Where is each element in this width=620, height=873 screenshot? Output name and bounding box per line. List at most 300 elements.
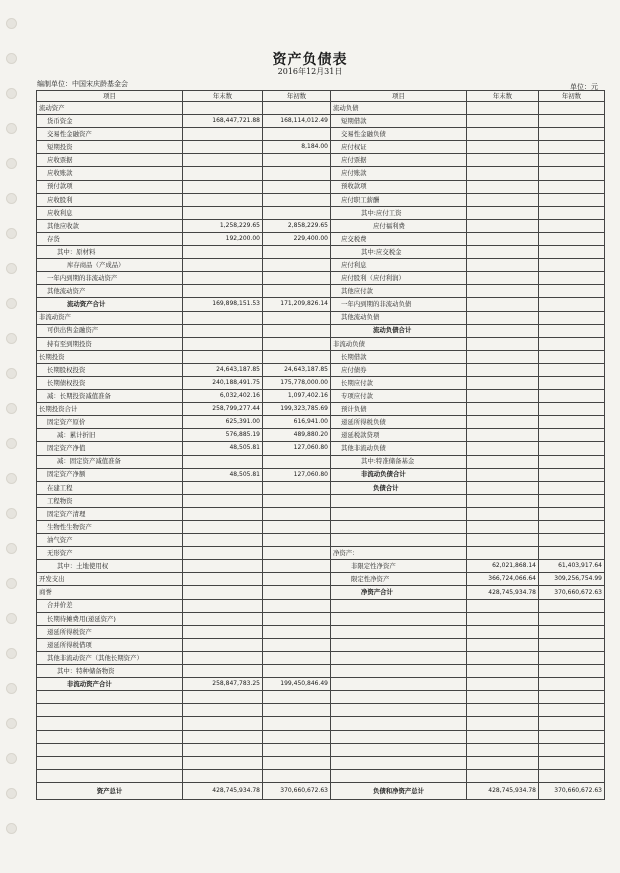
binder-hole <box>6 333 17 344</box>
table-row <box>37 180 605 193</box>
asset-item: 其他流动资产 <box>37 285 183 298</box>
table-row <box>37 363 605 376</box>
asset-item <box>37 704 183 717</box>
asset-year-end <box>183 180 263 193</box>
asset-year-begin <box>263 180 331 193</box>
liability-year-end <box>467 769 539 782</box>
asset-item: 减：累计折旧 <box>37 429 183 442</box>
asset-year-begin <box>263 507 331 520</box>
asset-item: 长期股权投资 <box>37 363 183 376</box>
binder-hole <box>6 718 17 729</box>
binder-hole <box>6 88 17 99</box>
asset-year-end <box>183 272 263 285</box>
asset-year-begin: 489,880.20 <box>263 429 331 442</box>
table-row <box>37 403 605 416</box>
asset-year-end <box>183 494 263 507</box>
asset-year-begin <box>263 259 331 272</box>
liability-year-begin <box>539 350 605 363</box>
liability-year-begin <box>539 704 605 717</box>
liability-year-begin <box>539 285 605 298</box>
table-row <box>37 651 605 664</box>
binder-hole <box>6 263 17 274</box>
table-row <box>37 573 605 586</box>
asset-year-begin: 171,209,826.14 <box>263 298 331 311</box>
asset-item: 存货 <box>37 232 183 245</box>
liability-item: 短期借款 <box>331 115 467 128</box>
asset-year-begin <box>263 246 331 259</box>
liability-item <box>331 691 467 704</box>
binder-hole <box>6 158 17 169</box>
liability-item: 非流动负债合计 <box>331 468 467 481</box>
asset-item: 可供出售金融资产 <box>37 324 183 337</box>
table-row <box>37 154 605 167</box>
asset-year-end: 6,032,402.16 <box>183 390 263 403</box>
liability-item: 递延所得税负债 <box>331 416 467 429</box>
liability-item: 限定性净资产 <box>331 573 467 586</box>
liability-item: 预计负债 <box>331 403 467 416</box>
asset-year-end <box>183 612 263 625</box>
liability-year-end <box>467 363 539 376</box>
liability-year-end <box>467 743 539 756</box>
asset-year-end <box>183 324 263 337</box>
liability-item: 净资产合计 <box>331 586 467 599</box>
asset-year-end <box>183 350 263 363</box>
asset-year-end: 48,505.81 <box>183 442 263 455</box>
liability-year-begin <box>539 141 605 154</box>
liability-item: 应付票据 <box>331 154 467 167</box>
liability-year-begin <box>539 337 605 350</box>
asset-year-begin <box>263 324 331 337</box>
asset-year-end <box>183 102 263 115</box>
asset-year-begin <box>263 206 331 219</box>
table-row <box>37 638 605 651</box>
liability-year-end <box>467 507 539 520</box>
asset-year-end <box>183 769 263 782</box>
asset-year-end: 168,447,721.88 <box>183 115 263 128</box>
binder-hole <box>6 788 17 799</box>
liability-year-end <box>467 704 539 717</box>
table-row <box>37 534 605 547</box>
liability-year-begin <box>539 102 605 115</box>
table-row <box>37 337 605 350</box>
table-row <box>37 390 605 403</box>
report-date: 2016年12月31日 <box>277 67 343 76</box>
asset-year-begin <box>263 455 331 468</box>
asset-item: 长期投资 <box>37 350 183 363</box>
liability-year-end <box>467 455 539 468</box>
asset-year-begin: 175,778,000.00 <box>263 376 331 389</box>
liability-year-end: 62,021,868.14 <box>467 560 539 573</box>
asset-year-begin <box>263 350 331 363</box>
asset-year-end <box>183 507 263 520</box>
asset-year-begin <box>263 547 331 560</box>
binder-hole <box>6 613 17 624</box>
liability-year-begin <box>539 651 605 664</box>
asset-year-end <box>183 730 263 743</box>
liability-year-end: 428,745,934.78 <box>467 586 539 599</box>
table-row <box>37 756 605 769</box>
liability-item: 非限定性净资产 <box>331 560 467 573</box>
liability-year-begin <box>539 743 605 756</box>
liability-item <box>331 769 467 782</box>
liability-year-begin <box>539 625 605 638</box>
binder-hole <box>6 438 17 449</box>
table-row <box>37 285 605 298</box>
liability-item: 应付利息 <box>331 259 467 272</box>
asset-year-begin <box>263 756 331 769</box>
col-header-item: 项目 <box>37 91 183 102</box>
col-header-item: 项目 <box>331 91 467 102</box>
asset-item: 其他应收款 <box>37 219 183 232</box>
asset-year-begin <box>263 285 331 298</box>
table-row <box>37 560 605 573</box>
binder-hole <box>6 648 17 659</box>
asset-year-end <box>183 167 263 180</box>
asset-item <box>37 730 183 743</box>
liability-year-end <box>467 730 539 743</box>
liability-year-begin <box>539 507 605 520</box>
liability-year-end <box>467 232 539 245</box>
asset-year-begin <box>263 717 331 730</box>
asset-item: 长期投资合计 <box>37 403 183 416</box>
asset-year-end <box>183 665 263 678</box>
liability-year-end <box>467 612 539 625</box>
liability-year-end <box>467 442 539 455</box>
table-row <box>37 665 605 678</box>
table-row <box>37 206 605 219</box>
binder-hole <box>6 18 17 29</box>
asset-year-end: 24,643,187.85 <box>183 363 263 376</box>
asset-item: 短期投资 <box>37 141 183 154</box>
asset-item <box>37 743 183 756</box>
asset-year-end <box>183 743 263 756</box>
liability-item: 应付职工薪酬 <box>331 193 467 206</box>
asset-year-end <box>183 560 263 573</box>
liability-item <box>331 521 467 534</box>
table-row <box>37 167 605 180</box>
asset-item: 应收账款 <box>37 167 183 180</box>
total-assets-end: 428,745,934.78 <box>183 782 263 799</box>
liability-item: 应付权证 <box>331 141 467 154</box>
liability-item: 其中:应付工资 <box>331 206 467 219</box>
asset-year-end <box>183 586 263 599</box>
asset-item: 工程物资 <box>37 494 183 507</box>
table-row <box>37 193 605 206</box>
asset-item: 在建工程 <box>37 481 183 494</box>
asset-item: 交易性金融资产 <box>37 128 183 141</box>
table-row <box>37 141 605 154</box>
asset-item: 固定资产原价 <box>37 416 183 429</box>
asset-year-end <box>183 625 263 638</box>
liability-year-begin <box>539 599 605 612</box>
asset-item: 一年内到期的非流动资产 <box>37 272 183 285</box>
liability-item: 递延税款贷项 <box>331 429 467 442</box>
asset-year-begin: 1,097,402.16 <box>263 390 331 403</box>
liability-year-end <box>467 259 539 272</box>
liability-year-begin <box>539 730 605 743</box>
binder-hole <box>6 508 17 519</box>
liability-item <box>331 651 467 664</box>
liability-year-end <box>467 481 539 494</box>
table-row <box>37 298 605 311</box>
asset-item: 非流动资产合计 <box>37 678 183 691</box>
liability-item: 交易性金融负债 <box>331 128 467 141</box>
asset-item: 应收股利 <box>37 193 183 206</box>
liability-item: 专项应付款 <box>331 390 467 403</box>
asset-year-begin <box>263 743 331 756</box>
table-row <box>37 232 605 245</box>
asset-item <box>37 756 183 769</box>
liability-year-end <box>467 128 539 141</box>
asset-year-end <box>183 651 263 664</box>
binder-hole <box>6 368 17 379</box>
asset-year-end <box>183 206 263 219</box>
liability-item <box>331 507 467 520</box>
asset-year-end <box>183 141 263 154</box>
liability-year-end <box>467 638 539 651</box>
asset-year-begin: 616,941.00 <box>263 416 331 429</box>
liability-year-begin <box>539 638 605 651</box>
liability-item <box>331 665 467 678</box>
table-row <box>37 769 605 782</box>
asset-year-begin <box>263 102 331 115</box>
liability-year-begin <box>539 219 605 232</box>
asset-year-end <box>183 717 263 730</box>
asset-year-end <box>183 455 263 468</box>
liability-year-end <box>467 180 539 193</box>
asset-item: 预付款项 <box>37 180 183 193</box>
asset-item: 无形资产 <box>37 547 183 560</box>
asset-year-end: 240,188,491.75 <box>183 376 263 389</box>
asset-item: 其中：特种储备物资 <box>37 665 183 678</box>
liability-year-end <box>467 678 539 691</box>
asset-item: 其中：土地使用权 <box>37 560 183 573</box>
liability-year-begin <box>539 298 605 311</box>
liability-year-end <box>467 167 539 180</box>
binder-hole <box>6 473 17 484</box>
asset-year-end <box>183 547 263 560</box>
asset-year-end <box>183 246 263 259</box>
asset-item: 生物性生物资产 <box>37 521 183 534</box>
liability-year-begin <box>539 612 605 625</box>
asset-item <box>37 691 183 704</box>
asset-year-end: 192,200.00 <box>183 232 263 245</box>
asset-item: 递延所得税资产 <box>37 625 183 638</box>
table-row <box>37 691 605 704</box>
liability-year-begin <box>539 311 605 324</box>
liability-year-begin <box>539 180 605 193</box>
table-row <box>37 350 605 363</box>
asset-year-begin <box>263 730 331 743</box>
asset-year-begin: 8,184.00 <box>263 141 331 154</box>
liability-year-end <box>467 115 539 128</box>
liability-year-end <box>467 416 539 429</box>
asset-item: 合并价差 <box>37 599 183 612</box>
asset-item: 其中：原材料 <box>37 246 183 259</box>
liability-year-end <box>467 350 539 363</box>
asset-year-end <box>183 154 263 167</box>
asset-year-end <box>183 599 263 612</box>
binder-hole <box>6 298 17 309</box>
liability-year-end <box>467 311 539 324</box>
asset-year-begin <box>263 128 331 141</box>
liability-year-end <box>467 534 539 547</box>
liability-year-end <box>467 298 539 311</box>
liability-item: 应付账款 <box>331 167 467 180</box>
liability-item: 预收款项 <box>331 180 467 193</box>
liability-item: 长期应付款 <box>331 376 467 389</box>
asset-item: 开发支出 <box>37 573 183 586</box>
asset-year-end <box>183 521 263 534</box>
asset-year-end <box>183 638 263 651</box>
table-row <box>37 115 605 128</box>
asset-year-end: 1,258,229.65 <box>183 219 263 232</box>
table-row <box>37 625 605 638</box>
liability-year-end <box>467 665 539 678</box>
liability-item: 负债合计 <box>331 481 467 494</box>
liability-year-begin <box>539 206 605 219</box>
table-row <box>37 442 605 455</box>
liability-item: 其中:特准储备基金 <box>331 455 467 468</box>
liability-year-begin <box>539 521 605 534</box>
liability-item: 流动负债 <box>331 102 467 115</box>
liability-item: 其他非流动负债 <box>331 442 467 455</box>
table-row <box>37 599 605 612</box>
binder-holes <box>6 0 18 873</box>
liability-item <box>331 599 467 612</box>
asset-item: 持有至到期投资 <box>37 337 183 350</box>
liability-year-begin <box>539 416 605 429</box>
asset-year-begin <box>263 311 331 324</box>
col-header-year-begin: 年初数 <box>539 91 605 102</box>
total-liab-netassets-label: 负债和净资产总计 <box>331 782 467 799</box>
asset-item: 流动资产 <box>37 102 183 115</box>
liability-item: 其中:应交税金 <box>331 246 467 259</box>
table-row <box>37 743 605 756</box>
total-assets-label: 资产总计 <box>37 782 183 799</box>
liability-item: 应交税费 <box>331 232 467 245</box>
binder-hole <box>6 578 17 589</box>
liability-item <box>331 756 467 769</box>
liability-year-begin <box>539 390 605 403</box>
liability-year-end <box>467 272 539 285</box>
binder-hole <box>6 193 17 204</box>
table-row <box>37 311 605 324</box>
asset-year-end <box>183 481 263 494</box>
col-header-year-begin: 年初数 <box>263 91 331 102</box>
table-row <box>37 521 605 534</box>
liability-year-end <box>467 219 539 232</box>
liability-year-begin <box>539 193 605 206</box>
asset-year-begin <box>263 586 331 599</box>
table-row <box>37 416 605 429</box>
liability-year-begin <box>539 678 605 691</box>
liability-year-end <box>467 494 539 507</box>
asset-year-begin <box>263 337 331 350</box>
table-row <box>37 259 605 272</box>
liability-item <box>331 730 467 743</box>
asset-year-begin <box>263 625 331 638</box>
asset-year-begin <box>263 704 331 717</box>
liability-year-begin <box>539 468 605 481</box>
liability-year-begin <box>539 717 605 730</box>
table-row <box>37 324 605 337</box>
asset-year-begin <box>263 560 331 573</box>
asset-item: 固定资产清理 <box>37 507 183 520</box>
liability-year-begin <box>539 494 605 507</box>
table-row <box>37 494 605 507</box>
liability-year-end <box>467 403 539 416</box>
table-row <box>37 678 605 691</box>
table-row <box>37 272 605 285</box>
table-row <box>37 730 605 743</box>
asset-item: 减：长期投资减值准备 <box>37 390 183 403</box>
liability-year-begin: 61,403,917.64 <box>539 560 605 573</box>
asset-year-begin <box>263 154 331 167</box>
asset-year-end: 258,799,277.44 <box>183 403 263 416</box>
liability-year-begin <box>539 756 605 769</box>
table-row <box>37 102 605 115</box>
asset-year-end <box>183 259 263 272</box>
asset-year-end <box>183 534 263 547</box>
liability-year-end <box>467 547 539 560</box>
liability-year-begin <box>539 376 605 389</box>
liability-year-end <box>467 625 539 638</box>
asset-year-begin <box>263 691 331 704</box>
asset-year-end: 258,847,783.25 <box>183 678 263 691</box>
liability-item: 长期借款 <box>331 350 467 363</box>
asset-item: 商誉 <box>37 586 183 599</box>
liability-year-end <box>467 102 539 115</box>
asset-year-begin <box>263 665 331 678</box>
asset-item: 应收票据 <box>37 154 183 167</box>
liability-item <box>331 743 467 756</box>
page-title: 资产负债表 <box>272 52 348 68</box>
asset-year-begin: 199,323,785.69 <box>263 403 331 416</box>
table-row <box>37 704 605 717</box>
table-row <box>37 612 605 625</box>
asset-year-begin: 24,643,187.85 <box>263 363 331 376</box>
liability-item <box>331 717 467 730</box>
liability-year-end <box>467 717 539 730</box>
binder-hole <box>6 823 17 834</box>
liability-item: 其他流动负债 <box>331 311 467 324</box>
liability-year-begin <box>539 403 605 416</box>
balance-sheet-table <box>36 90 605 800</box>
asset-year-begin <box>263 534 331 547</box>
asset-year-end <box>183 691 263 704</box>
liability-year-end <box>467 651 539 664</box>
liability-year-begin <box>539 232 605 245</box>
liability-year-begin <box>539 246 605 259</box>
asset-item: 递延所得税借项 <box>37 638 183 651</box>
liability-year-end <box>467 141 539 154</box>
asset-item: 非流动资产 <box>37 311 183 324</box>
liability-item: 应付股利（应付利润） <box>331 272 467 285</box>
asset-year-end: 576,885.19 <box>183 429 263 442</box>
binder-hole <box>6 683 17 694</box>
asset-item: 货币资金 <box>37 115 183 128</box>
liability-year-begin <box>539 167 605 180</box>
liability-item: 流动负债合计 <box>331 324 467 337</box>
asset-item: 油气资产 <box>37 534 183 547</box>
asset-year-begin <box>263 599 331 612</box>
liability-item <box>331 678 467 691</box>
asset-item: 流动资产合计 <box>37 298 183 311</box>
liability-year-begin <box>539 534 605 547</box>
asset-year-begin <box>263 521 331 534</box>
asset-year-end <box>183 573 263 586</box>
